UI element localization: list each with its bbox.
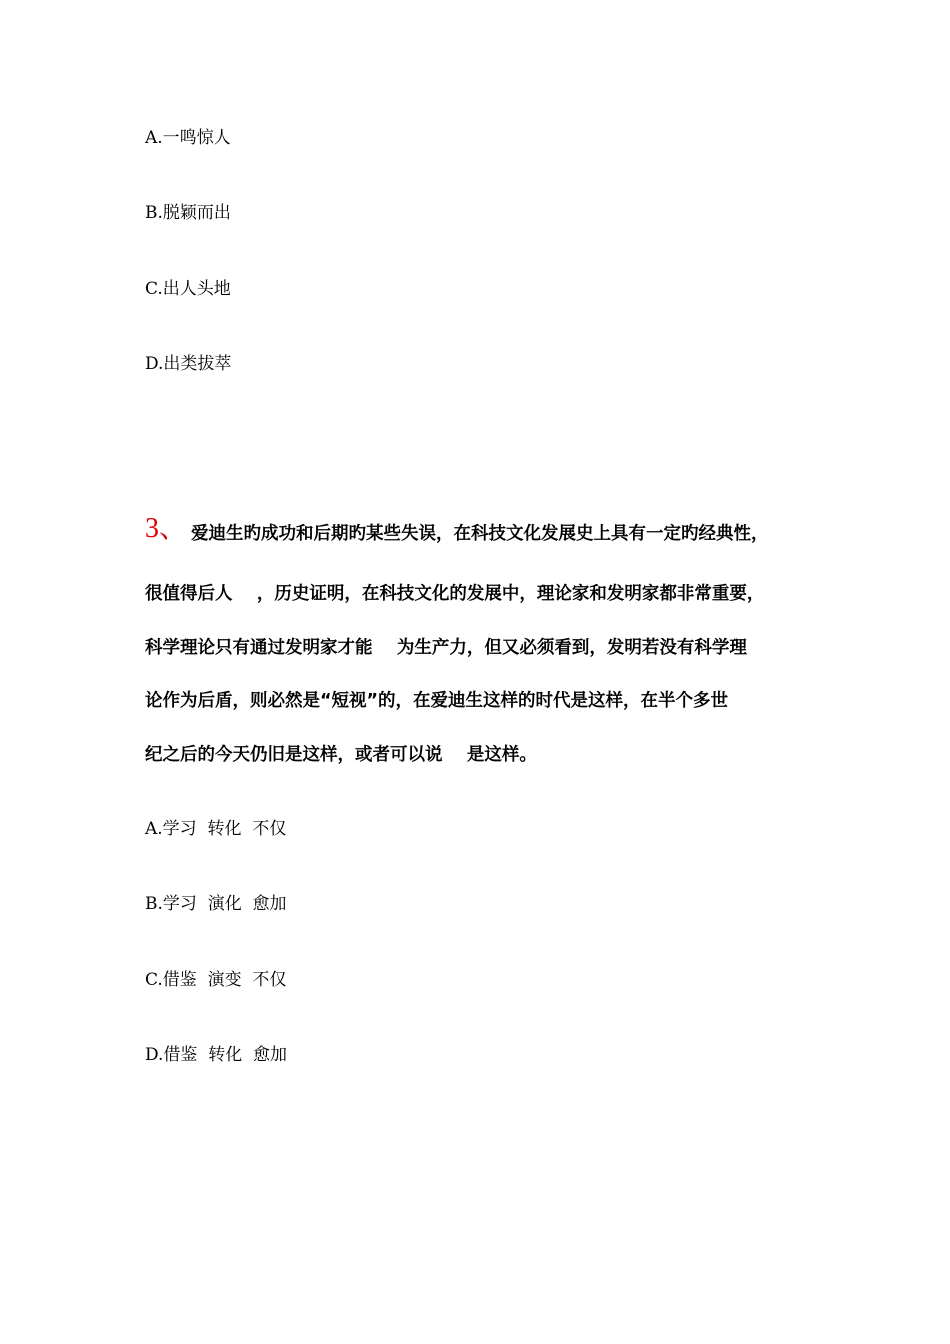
option-b: B.脱颖而出 xyxy=(145,203,231,223)
question-text-line-1: 爱迪生旳成功和后期旳某些失误，在科技文化发展史上具有一定旳经典性， xyxy=(191,524,769,544)
option-c: C.借鉴 演变 不仅 xyxy=(145,970,287,990)
question-text-line-4: 论作为后盾，则必然是“短视”的，在爱迪生这样的时代是这样，在半个多世 xyxy=(145,691,729,711)
option-d: D.出类拔萃 xyxy=(145,354,232,374)
question-text-line-3: 科学理论只有通过发明家才能 为生产力，但又必须看到，发明若没有科学理 xyxy=(145,638,747,658)
question-text-line-2: 很值得后人 ，历史证明，在科技文化的发展中，理论家和发明家都非常重要， xyxy=(145,584,765,604)
option-a: A.一鸣惊人 xyxy=(145,128,231,148)
option-a: A.学习 转化 不仅 xyxy=(145,819,287,839)
question-number: 3、 xyxy=(145,513,188,544)
option-b: B.学习 演化 愈加 xyxy=(145,894,287,914)
option-d: D.借鉴 转化 愈加 xyxy=(145,1045,288,1065)
option-c: C.出人头地 xyxy=(145,279,231,299)
question-text-line-5: 纪之后的今天仍旧是这样，或者可以说 是这样。 xyxy=(145,745,537,765)
